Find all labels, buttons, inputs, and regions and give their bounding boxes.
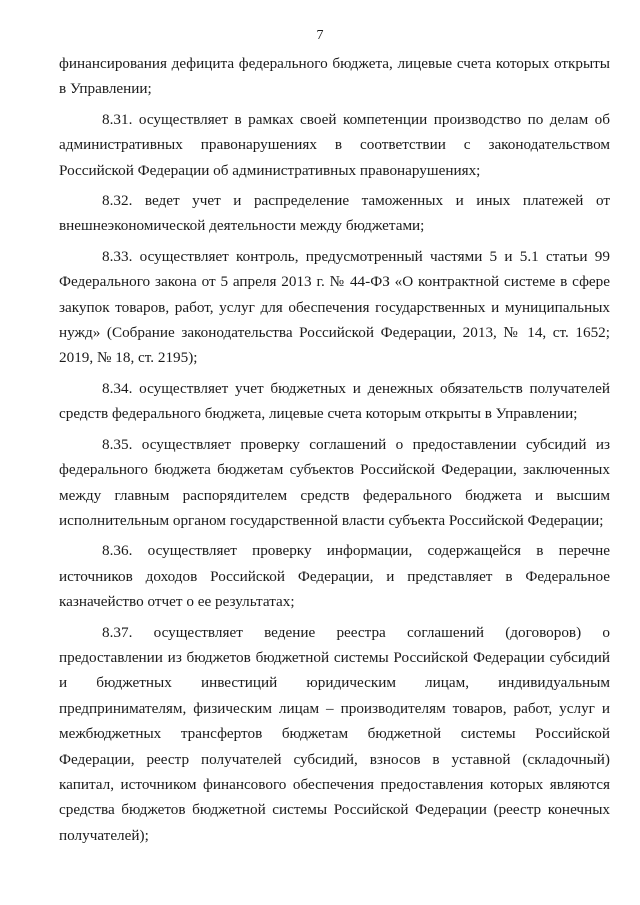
page-number: 7 bbox=[316, 28, 324, 43]
document-body bbox=[59, 51, 610, 853]
paragraph-8-35: 8.35. осуществляет проверку соглашений о предоставлении субсидий из федерального бюджета бюджетам субъектов Российской Федерации, заключенных между главным распорядителем средств федерального бюджета и высшим исполнительным органом государственной власти субъекта Российской Федерации; bbox=[59, 435, 610, 529]
paragraph-8-32: 8.32. ведет учет и распределение таможенных и иных платежей от внешнеэкономической деятельности между бюджетами; bbox=[59, 192, 610, 235]
paragraph-continuation: финансирования дефицита федерального бюджета, лицевые счета которых открыты в Управлении; bbox=[59, 55, 610, 98]
paragraph-8-36: 8.36. осуществляет проверку информации, содержащейся в перечне источников доходов Российской Федерации, и представляет в Федеральное казначейство отчет о ее результатах; bbox=[59, 542, 610, 611]
paragraph-8-37: 8.37. осуществляет ведение реестра соглашений (договоров) о предоставлении из бюджетов бюджетной системы Российской Федерации субсидий и бюджетных инвестиций юридическим лицам, индивидуальным предпринимателям, физическим лицам – производителям товаров, работ, услуг и межбюджетных трансфертов бюджетам бюджетной системы Российской Федерации, реестр получателей субсидий, взносов в уставной (складочный) капитал, источником финансового обеспечения предоставления которых являются средства бюджетов бюджетной системы Российской Федерации (реестр конечных получателей); bbox=[59, 623, 610, 844]
paragraph-8-34: 8.34. осуществляет учет бюджетных и денежных обязательств получателей средств федерального бюджета, лицевые счета которым открыты в Управлении; bbox=[59, 379, 610, 423]
paragraph-8-33: 8.33. осуществляет контроль, предусмотренный частями 5 и 5.1 статьи 99 Федерального закона от 5 апреля 2013 г. № 44-ФЗ «О контрактной системе в сфере закупок товаров, работ, услуг для обеспечения государственных и муниципальных нужд» (Собрание законодательства Российской Федерации, 2013, № 14, ст. 1652; 2019, № 18, ст. 2195); bbox=[59, 247, 610, 367]
paragraph-8-31: 8.31. осуществляет в рамках своей компетенции производство по делам об административных правонарушениях в соответствии с законодательством Российской Федерации об административных правонарушениях; bbox=[59, 110, 610, 179]
